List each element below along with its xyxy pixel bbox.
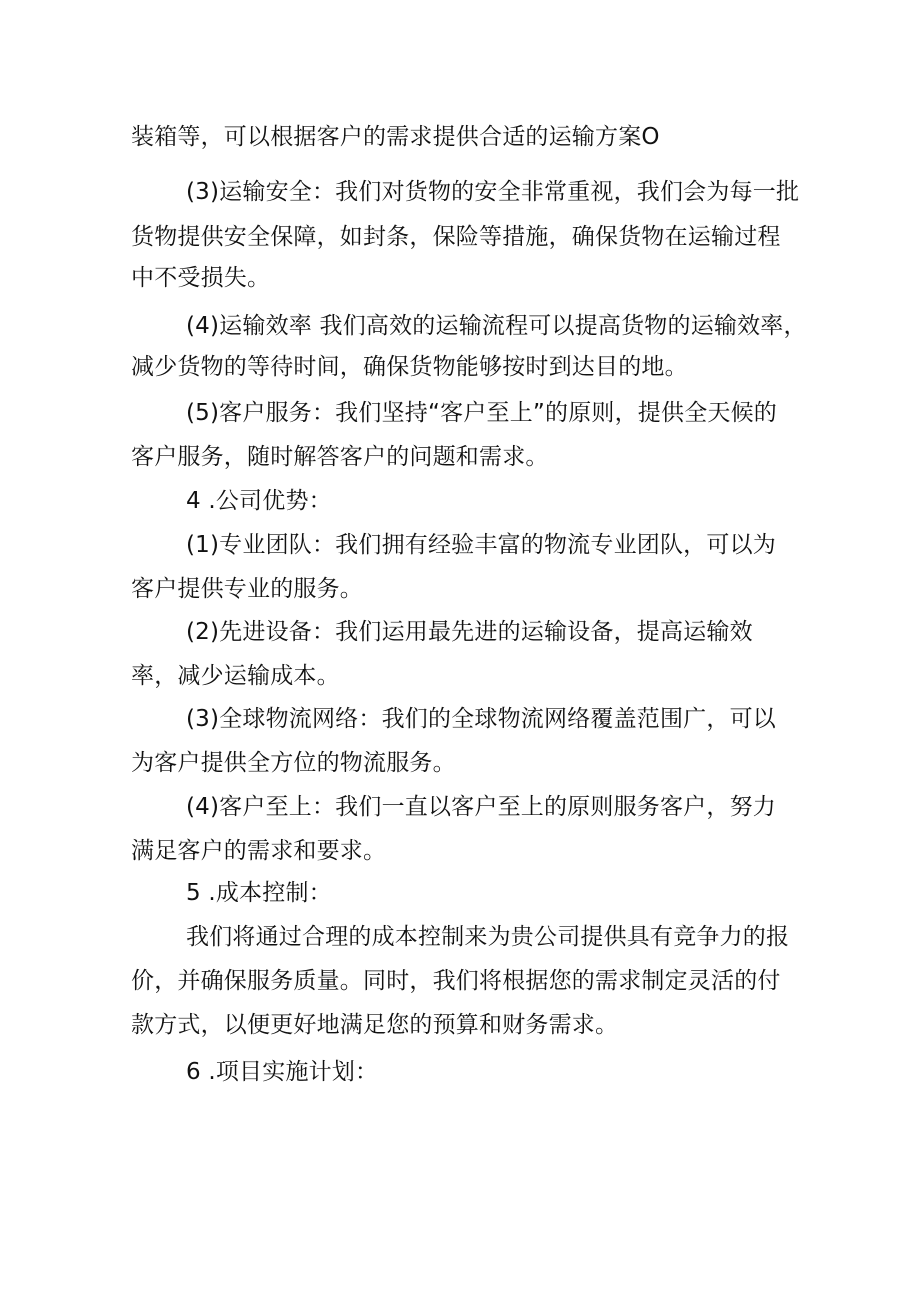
- text-line: 中不受损失。: [131, 265, 271, 291]
- text-line: (1)专业团队：我们拥有经验丰富的物流专业团队，可以为: [186, 532, 776, 558]
- text-line: 价，并确保服务质量。同时，我们将根据您的需求制定灵活的付: [131, 968, 781, 994]
- section-heading: 5 .成本控制：: [186, 880, 332, 906]
- section-heading: 6 .项目实施计划：: [186, 1059, 379, 1085]
- text-line: 款方式，以便更好地满足您的预算和财务需求。: [131, 1012, 619, 1038]
- text-line: 率，减少运输成本。: [131, 663, 340, 689]
- text-line: (5)客户服务：我们坚持“客户至上”的原则，提供全天候的: [186, 400, 778, 426]
- text-line: (3)运输安全：我们对货物的安全非常重视，我们会为每一批: [186, 179, 800, 205]
- text-line: 为客户提供全方位的物流服务。: [131, 750, 456, 776]
- text-line: 减少货物的等待时间，确保货物能够按时到达目的地。: [131, 354, 688, 380]
- text-line: 客户提供专业的服务。: [131, 576, 363, 602]
- text-line: (2)先进设备：我们运用最先进的运输设备，提高运输效: [186, 619, 753, 645]
- text-line: 客户服务，随时解答客户的问题和需求。: [131, 444, 549, 470]
- text-line: 我们将通过合理的成本控制来为贵公司提供具有竞争力的报: [186, 924, 790, 950]
- text-line: (4)客户至上：我们一直以客户至上的原则服务客户，努力: [186, 794, 776, 820]
- section-heading: 4 .公司优势：: [186, 488, 332, 514]
- text-line: 满足客户的需求和要求。: [131, 838, 387, 864]
- text-line: (4)运输效率 我们高效的运输流程可以提高货物的运输效率，: [186, 313, 807, 339]
- text-line: 货物提供安全保障，如封条，保险等措施，确保货物在运输过程: [131, 224, 781, 250]
- text-line: 装箱等，可以根据客户的需求提供合适的运输方案O: [131, 124, 660, 150]
- text-line: (3)全球物流网络：我们的全球物流网络覆盖范围广，可以: [186, 706, 776, 732]
